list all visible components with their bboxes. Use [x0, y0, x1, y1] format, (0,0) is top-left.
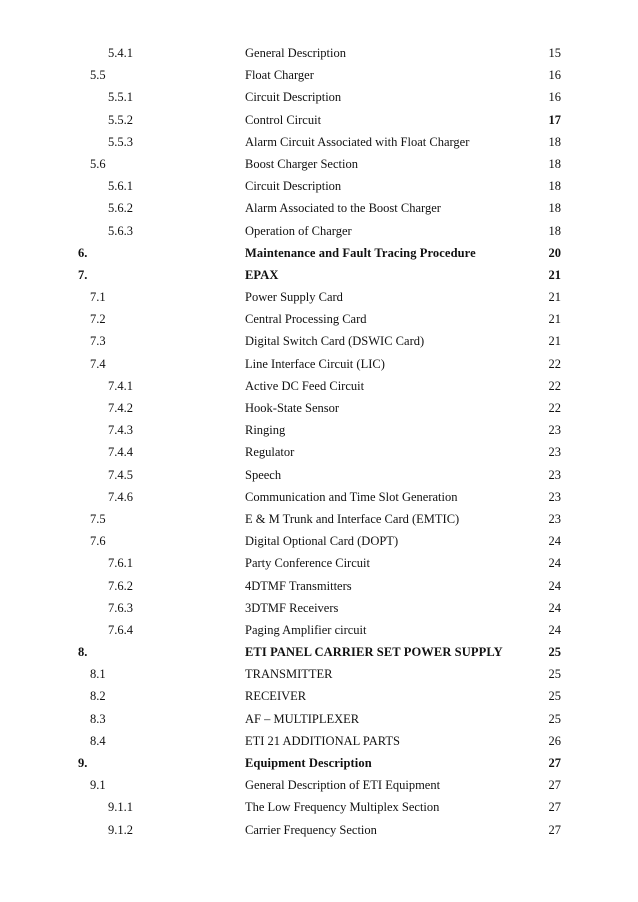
toc-entry-title: Equipment Description	[245, 756, 372, 770]
toc-entry-number: 8.3	[90, 711, 106, 726]
toc-entry-number: 6.	[78, 245, 88, 260]
toc-entry-number: 5.5.3	[108, 134, 133, 149]
toc-entry	[0, 220, 638, 242]
toc-entry-page: 18	[548, 134, 561, 149]
toc-entry-number: 7.6.2	[108, 578, 133, 593]
toc-entry	[0, 264, 638, 286]
toc-entry	[0, 197, 638, 219]
toc-entry-title: General Description	[245, 46, 347, 60]
toc-entry-number: 7.4.5	[108, 467, 133, 482]
toc-entry-number: 7.6.1	[108, 556, 133, 571]
toc-entry-page: 24	[548, 556, 561, 571]
toc-entry	[0, 441, 638, 463]
toc-entry	[0, 752, 638, 774]
toc-entry-title: Communication and Time Slot Generation	[245, 489, 458, 504]
toc-entry-number: 7.4.2	[108, 401, 133, 415]
toc-entry-number: 9.	[78, 756, 88, 770]
toc-entry-title: Speech	[245, 467, 282, 482]
toc-entry-page: 18	[548, 201, 561, 216]
toc-entry-title: Active DC Feed Circuit	[245, 378, 365, 393]
toc-entry-title: Party Conference Circuit	[245, 556, 370, 571]
toc-entry-number: 7.3	[90, 334, 106, 349]
toc-entry-number: 5.6	[90, 156, 106, 171]
toc-entry-number: 7.4.6	[108, 489, 133, 504]
toc-entry	[0, 42, 638, 64]
toc-entry-page: 16	[548, 68, 561, 83]
toc-entry-title: EPAX	[245, 267, 279, 282]
toc-entry	[0, 641, 638, 663]
toc-entry-number: 5.6.1	[108, 179, 133, 194]
toc-entry	[0, 796, 638, 818]
toc-entry-title: Float Charger	[245, 68, 314, 83]
toc-entry	[0, 64, 638, 86]
toc-entry-page: 18	[548, 179, 561, 194]
toc-entry-number: 9.1	[90, 778, 106, 793]
toc-entry-page: 27	[548, 778, 561, 793]
toc-entry-page: 22	[548, 401, 561, 415]
toc-entry	[0, 464, 638, 486]
toc-entry-number: 5.6.2	[108, 201, 133, 216]
toc-entry-page: 25	[548, 645, 561, 660]
toc-entry-number: 5.6.3	[108, 223, 133, 238]
toc-entry-title: Digital Switch Card (DSWIC Card)	[245, 334, 425, 349]
toc-entry-page: 21	[548, 312, 561, 327]
toc-entry-title: Central Processing Card	[245, 312, 367, 327]
toc-entry-number: 7.	[78, 267, 88, 282]
toc-entry-page: 18	[548, 223, 561, 238]
toc-entry	[0, 353, 638, 375]
toc-entry-page: 25	[548, 711, 561, 726]
toc-entry	[0, 597, 638, 619]
toc-entry-number: 8.2	[90, 689, 106, 704]
toc-entry-title: Carrier Frequency Section	[245, 822, 377, 837]
toc-entry-page: 23	[548, 511, 561, 526]
toc-entry	[0, 419, 638, 441]
toc-entry-title: Alarm Circuit Associated with Float Charger	[245, 134, 470, 149]
toc-entry	[0, 774, 638, 796]
toc-entry-page: 23	[548, 423, 561, 438]
toc-entry-number: 7.4	[90, 356, 106, 371]
toc-entry	[0, 308, 638, 330]
toc-entry-page: 21	[548, 290, 561, 305]
toc-entry-page: 22	[548, 378, 561, 393]
toc-entry-page: 24	[548, 622, 561, 637]
toc-entry-page: 26	[548, 733, 561, 748]
toc-entry-page: 24	[548, 600, 561, 615]
toc-entry-number: 8.	[78, 645, 88, 660]
toc-entry-page: 18	[548, 156, 561, 171]
toc-entry-number: 9.1.2	[108, 822, 133, 837]
toc-entry	[0, 153, 638, 175]
toc-entry-number: 5.4.1	[108, 46, 133, 60]
toc-entry-number: 7.6.4	[108, 622, 133, 637]
toc-entry	[0, 685, 638, 707]
toc-entry-number: 7.2	[90, 312, 106, 327]
toc-entry	[0, 175, 638, 197]
toc-entry-page: 27	[548, 822, 561, 837]
toc-entry	[0, 575, 638, 597]
toc-entry-title: Ringing	[245, 423, 286, 438]
toc-entry-page: 24	[548, 534, 561, 549]
toc-entry-number: 9.1.1	[108, 800, 133, 815]
toc-entry-number: 7.4.1	[108, 378, 133, 393]
toc-entry-title: E & M Trunk and Interface Card (EMTIC)	[245, 511, 460, 526]
toc-entry-title: RECEIVER	[245, 689, 307, 704]
toc-entry-number: 7.6	[90, 534, 106, 549]
toc-entry-number: 7.4.3	[108, 423, 133, 438]
toc-entry	[0, 819, 638, 841]
toc-entry	[0, 330, 638, 352]
toc-entry	[0, 530, 638, 552]
toc-entry-number: 8.4	[90, 733, 106, 748]
toc-entry	[0, 375, 638, 397]
toc-entry	[0, 486, 638, 508]
toc-entry	[0, 552, 638, 574]
toc-entry	[0, 730, 638, 752]
toc-entry-title: Circuit Description	[245, 90, 342, 105]
toc-entry	[0, 242, 638, 264]
toc-entry-page: 17	[548, 112, 561, 127]
toc-entry-page: 25	[548, 667, 561, 682]
toc-entry-title: Boost Charger Section	[245, 156, 358, 171]
toc-entry-page: 23	[548, 489, 561, 504]
toc-entry	[0, 397, 638, 419]
toc-entry-title: General Description of ETI Equipment	[245, 778, 441, 793]
toc-entry	[0, 508, 638, 530]
toc-entry-page: 21	[548, 267, 561, 282]
toc-entry-title: ETI PANEL CARRIER SET POWER SUPPLY	[245, 645, 503, 660]
toc-entry-number: 7.4.4	[108, 445, 133, 460]
toc-entry	[0, 708, 638, 730]
table-of-contents	[0, 42, 638, 841]
toc-entry-title: 4DTMF Transmitters	[245, 578, 352, 593]
toc-entry-number: 5.5.1	[108, 90, 133, 105]
toc-entry-page: 23	[548, 467, 561, 482]
toc-entry-title: The Low Frequency Multiplex Section	[245, 800, 440, 815]
toc-entry-number: 7.5	[90, 511, 106, 526]
toc-entry-page: 22	[548, 356, 561, 371]
toc-entry-title: TRANSMITTER	[245, 667, 333, 682]
toc-entry-title: Control Circuit	[245, 112, 322, 127]
toc-entry-number: 7.1	[90, 290, 106, 305]
toc-entry-title: Circuit Description	[245, 179, 342, 194]
toc-entry-title: AF – MULTIPLEXER	[245, 711, 360, 726]
toc-entry	[0, 109, 638, 131]
toc-entry	[0, 131, 638, 153]
toc-entry-title: Regulator	[245, 445, 295, 460]
toc-entry-title: Power Supply Card	[245, 290, 343, 305]
toc-entry-title: ETI 21 ADDITIONAL PARTS	[245, 733, 400, 748]
toc-entry-number: 5.5.2	[108, 112, 133, 127]
toc-entry-title: Line Interface Circuit (LIC)	[245, 356, 385, 371]
toc-entry-title: Paging Amplifier circuit	[245, 622, 367, 637]
toc-entry-title: Maintenance and Fault Tracing Procedure	[245, 245, 476, 260]
toc-entry-page: 27	[548, 800, 561, 815]
toc-entry	[0, 663, 638, 685]
toc-entry-number: 8.1	[90, 667, 106, 682]
toc-entry-title: Operation of Charger	[245, 223, 352, 238]
toc-entry-title: Hook-State Sensor	[245, 401, 340, 415]
toc-entry-page: 21	[548, 334, 561, 349]
toc-entry-title: 3DTMF Receivers	[245, 600, 339, 615]
toc-entry-page: 23	[548, 445, 561, 460]
toc-entry-page: 24	[548, 578, 561, 593]
toc-entry-number: 7.6.3	[108, 600, 133, 615]
toc-entry-page: 20	[548, 245, 561, 260]
toc-entry-page: 16	[548, 90, 561, 105]
toc-entry-page: 15	[548, 46, 561, 60]
toc-entry-page: 27	[548, 756, 561, 770]
toc-entry	[0, 286, 638, 308]
toc-entry-number: 5.5	[90, 68, 106, 83]
toc-entry-title: Digital Optional Card (DOPT)	[245, 534, 399, 549]
toc-entry-page: 25	[548, 689, 561, 704]
toc-entry-title: Alarm Associated to the Boost Charger	[245, 201, 441, 216]
toc-entry	[0, 619, 638, 641]
toc-entry	[0, 86, 638, 108]
